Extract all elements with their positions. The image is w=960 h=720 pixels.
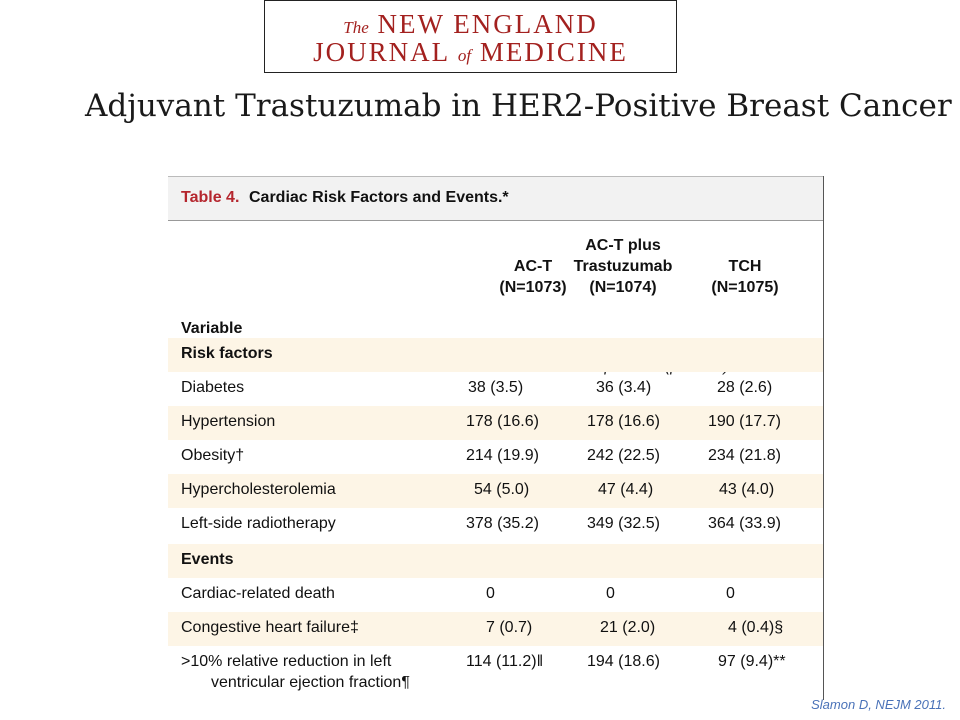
col-header-tch: TCH (N=1075) (711, 258, 779, 296)
table-caption (168, 176, 823, 221)
table-row: Obesity† 214 (19.9) 242 (22.5) 234 (21.8) (181, 447, 781, 464)
section-risk-factors: Risk factors (168, 338, 823, 372)
section-events: Events (168, 544, 823, 578)
col-header-act: AC-T (N=1073) (499, 258, 567, 296)
table-row: >10% relative reduction in left ventricular ejection fraction¶ 114 (11.2)‖ 194 (18.6) 97 (9.4)** (181, 653, 786, 691)
table-number: Table 4. (181, 189, 240, 206)
cardiac-table (168, 176, 824, 700)
table-caption-text: Cardiac Risk Factors and Events.* (249, 189, 509, 206)
table-row: Hypercholesterolemia 54 (5.0) 47 (4.4) 43 (4.0) (168, 474, 823, 508)
table-row: Left-side radiotherapy 378 (35.2) 349 (32.5) 364 (33.9) (181, 515, 781, 532)
journal-logo (264, 0, 677, 73)
col-header-act-trastuzumab: AC-T plus Trastuzumab (N=1074) (573, 237, 673, 296)
table-row: Cardiac-related death 0 0 0 (181, 585, 735, 602)
table-header (168, 220, 823, 335)
logo-line-2: JOURNAL of MEDICINE (313, 37, 628, 67)
table-row: Hypertension 178 (16.6) 178 (16.6) 190 (17.7) (168, 406, 823, 440)
slide-title: Adjuvant Trastuzumab in HER2-Positive Breast Cancer (85, 88, 952, 124)
table-row: Diabetes 38 (3.5) 36 (3.4) 28 (2.6) (181, 379, 773, 396)
logo-line-1: The NEW ENGLAND (343, 9, 598, 39)
citation-credit: Slamon D, NEJM 2011. (811, 697, 946, 712)
variable-header: Variable (181, 320, 243, 337)
table-row: Congestive heart failure‡ 7 (0.7) 21 (2.0) 4 (0.4)§ (168, 612, 823, 646)
